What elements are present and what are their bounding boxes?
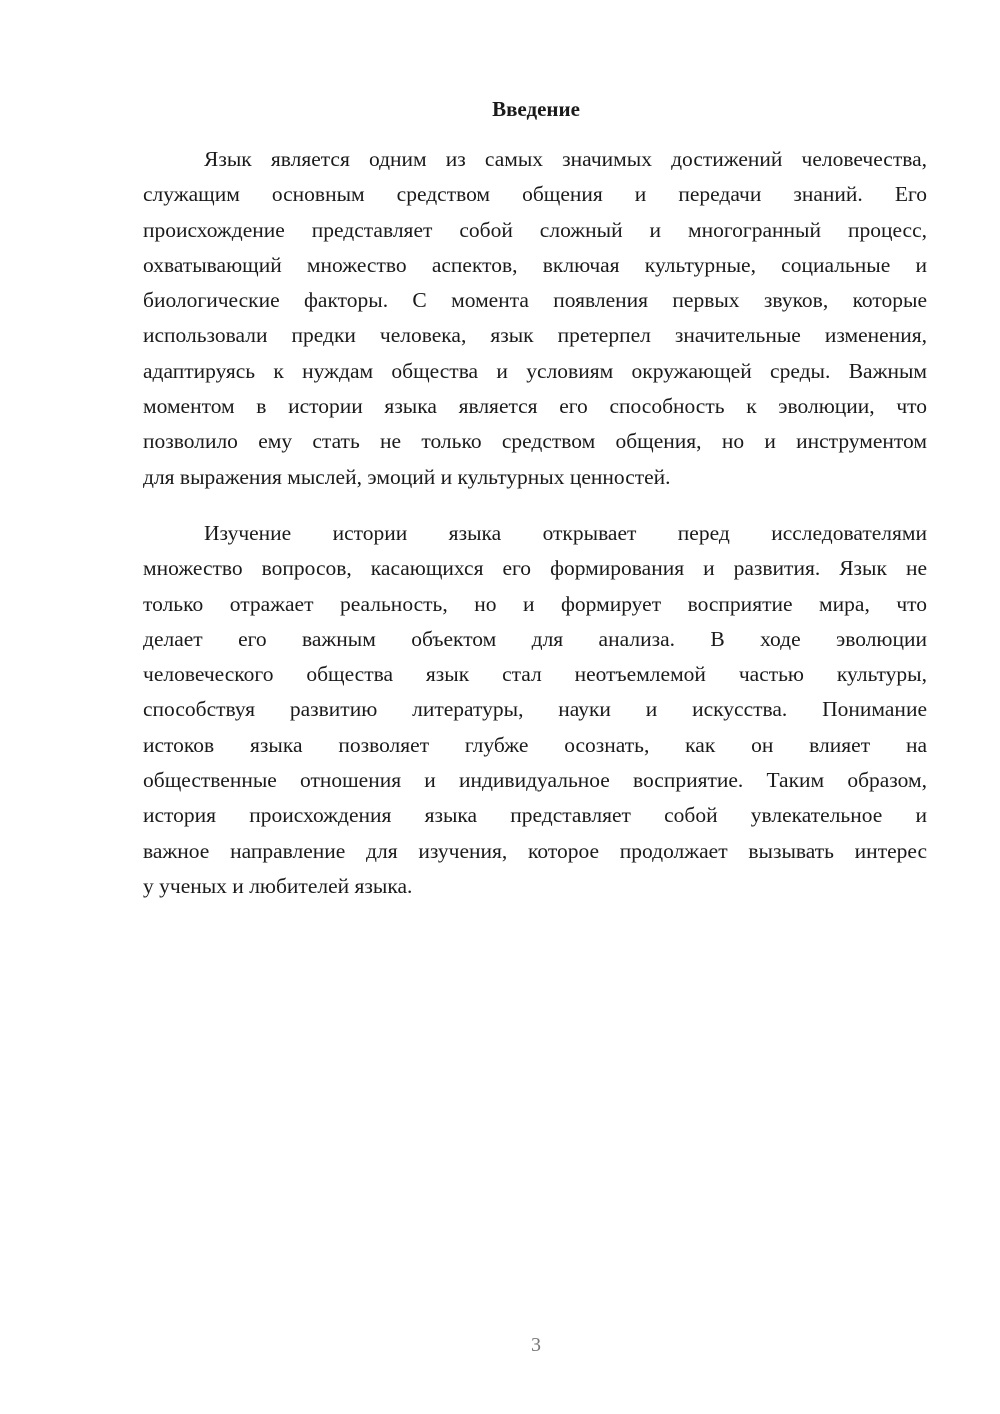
- text-line: позволило ему стать не только средством общения, но и инструментом: [143, 429, 927, 454]
- text-line: истоков языка позволяет глубже осознать, как он влияет на: [143, 732, 927, 757]
- section-heading: Введение: [492, 97, 580, 121]
- text-line: делает его важным объектом для анализа. В ходе эволюции: [143, 626, 927, 651]
- text-line: только отражает реальность, но и формирует восприятие мира, что: [143, 591, 927, 616]
- text-line: охватывающий множество аспектов, включая культурные, социальные и: [143, 252, 927, 277]
- text-line: моментом в истории языка является его способность к эволюции, что: [143, 394, 927, 419]
- text-line: биологические факторы. С момента появления первых звуков, которые: [143, 288, 927, 313]
- text-line: Язык является одним из самых значимых достижений человечества,: [204, 147, 927, 171]
- text-line: история происхождения языка представляет собой увлекательное и: [143, 803, 927, 828]
- text-line: адаптируясь к нуждам общества и условиям окружающей среды. Важным: [143, 358, 927, 383]
- text-line: использовали предки человека, язык претерпел значительные изменения,: [143, 323, 927, 348]
- text-line: у ученых и любителей языка.: [143, 873, 413, 898]
- text-line: Изучение истории языка открывает перед исследователями: [204, 521, 927, 545]
- text-line: происхождение представляет собой сложный и многогранный процесс,: [143, 217, 927, 242]
- text-line: для выражения мыслей, эмоций и культурных ценностей.: [143, 464, 671, 489]
- text-line: важное направление для изучения, которое продолжает вызывать интерес: [143, 838, 927, 863]
- text-line: служащим основным средством общения и передачи знаний. Его: [143, 182, 927, 207]
- text-line: общественные отношения и индивидуальное восприятие. Таким образом,: [143, 768, 927, 793]
- paragraph-1: [143, 142, 927, 495]
- text-line: человеческого общества язык стал неотъемлемой частью культуры,: [143, 662, 927, 687]
- text-line: способствуя развитию литературы, науки и искусства. Понимание: [143, 697, 927, 722]
- page-number: 3: [531, 1334, 541, 1356]
- text-line: множество вопросов, касающихся его формирования и развития. Язык не: [143, 556, 927, 581]
- paragraph-2: [143, 516, 927, 904]
